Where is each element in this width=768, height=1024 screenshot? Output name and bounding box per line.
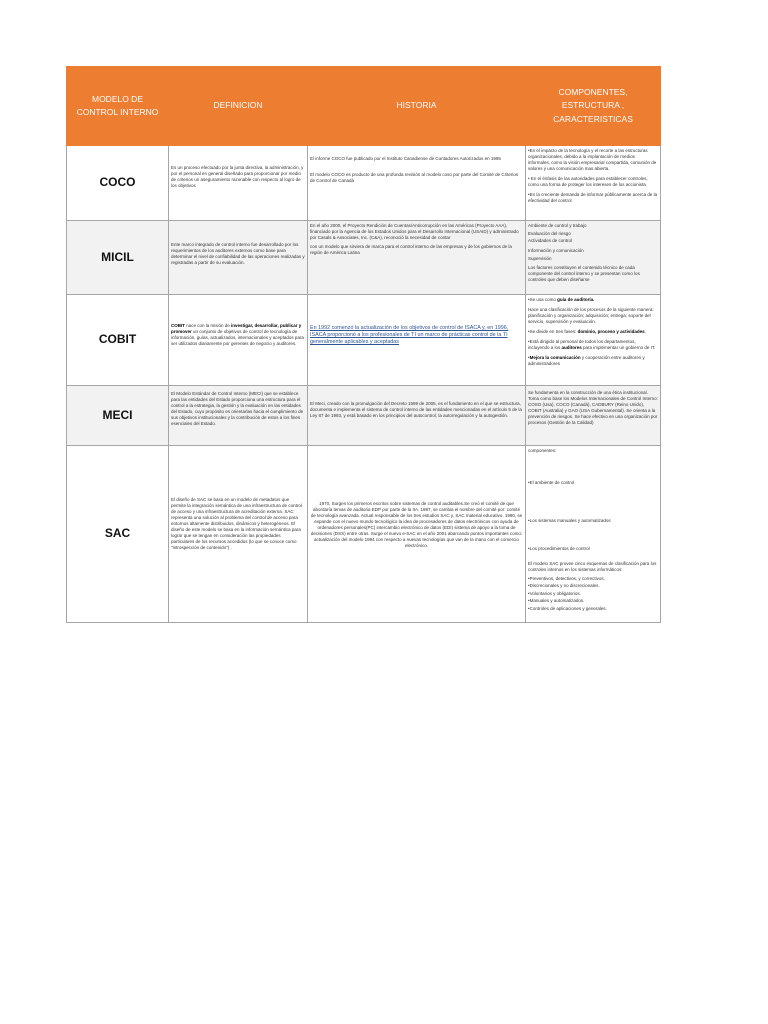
header-modelo: MODELO DE CONTROL INTERNO: [67, 67, 169, 146]
componentes-item: •Se divide en tres fases: dominio, proceso y actividades.: [528, 328, 646, 334]
componentes-item: •El ambiente de control: [528, 479, 575, 485]
componentes-item: •En el impacto de la tecnología y el recorte a las estructuras organizacionales, debido a la implantación de medios informales, como la visión empresarial compartida, comunión de valores y una comunicación mas abierta.: [528, 148, 657, 171]
model-name-cobit: COBIT: [67, 295, 169, 386]
definicion-cell-cobit: [169, 295, 308, 386]
historia-paragraph: El modelo COCO es producto de una profunda revisión al modelo coso por parte del Comité de Criterios de Control de Canadá: [310, 171, 519, 183]
table-row-cobit: [67, 295, 661, 386]
definicion-text: COBIT nace con la misión de investigar, desarrollar, publicar y promover un conjunto de objetivos de control de tecnología de información, guías, actualizados, internacionales y aceptados para ser utilizados diariamente por gerentes de negocio y auditores.: [171, 323, 304, 346]
componentes-item: componentes:: [528, 448, 557, 453]
historia-paragraph: En el año 2000, el Proyecto Rendición de Cuentas/Anticorrupción en las Américas (Proyecto AAA), financiado por la Agencia de los Estados Unidos para el Desarrollo Internacional (USAID) y administrado por Casals & Associates, Inc. (C&A), reconoció la necesidad de contar: [310, 223, 519, 240]
componentes-item: •Los procedimientos de control: [528, 545, 590, 551]
historia-cell-cobit: [308, 295, 526, 386]
historia-cell-coco: [308, 146, 526, 221]
componentes-cell-coco: [526, 146, 661, 221]
table-row-sac: [67, 446, 661, 623]
historia-cell-sac: [308, 446, 526, 623]
table-row-meci: [67, 386, 661, 446]
definicion-text: Es un proceso efectuado por la junta directiva, la administración, y por el personal en general diseñado para proporcionar por medio de criterios un aseguramiento razonable con respecto al logro de los objetivos: [171, 165, 304, 188]
componentes-cell-cobit: [526, 295, 661, 386]
componentes-item: • En el énfasis de las autoridades para establecer controles, como una forma de proteger los intereses de los accionista.: [528, 175, 648, 187]
control-models-table: [66, 66, 661, 623]
componentes-item: Hace una clasificación de los procesos de la siguiente manera: planificación y organización; adquisición; entrega; soporte del servicio, supervisión y evaluación.: [528, 306, 654, 324]
definicion-cell-coco: [169, 146, 308, 221]
model-name-meci: MECI: [67, 386, 169, 446]
componentes-item: Ambiente de control y trabajo: [528, 223, 587, 228]
definicion-cell-sac: [169, 446, 308, 623]
componentes-item: •Mejora la comunicación y cooperación entre auditores y administradores: [528, 354, 645, 366]
componentes-item: •Está dirigido al personal de todos los departamentos, incluyendo a los auditores para implementar un gobierno de IT.: [528, 338, 656, 350]
model-name-sac: SAC: [67, 446, 169, 623]
componentes-item: Se fundamenta en la construcción de una ética institucional. Toma como base los Modelos Internacionales de Control Interno: COSO (Usa), COCO (Canadá), CADBURY (Reino Unido), COBIT (Australia) y GAO (USA Gubernamental). Se orienta a la prevención de riesgos. Se hace efectivo en una organización por procesos (Gestión de la Calidad): [528, 390, 658, 425]
historia-paragraph: El Meci, creado con la promulgación del Decreto 1599 de 2005, es el fundamento en el que se estructura, documenta e implementa el sistema de control interno de las entidades mencionadas en el artículo 5 de la Ley 87 de 1993, y está basado en los principios del autocontrol, la autorregulación y la autogestión.: [310, 401, 522, 418]
historia-cell-meci: [308, 386, 526, 446]
historia-paragraph: El informe COCO fue publicado por el Instituto Canadiense de Contadores Autorizados en 1995: [310, 156, 501, 161]
componentes-item: Actividades de control: [528, 238, 573, 244]
header-definicion: DEFINICION: [169, 67, 308, 146]
componentes-item: •Se usa como guía de auditoría.: [528, 297, 595, 302]
header-componentes: COMPONENTES, ESTRUCTURA , CARACTERISTICAS: [526, 67, 661, 146]
componentes-item: El modelo SAC provee cinco esquemas de clasificación para los controles internos en los sistemas informáticos:: [528, 560, 657, 572]
componentes-cell-sac: [526, 446, 661, 623]
componentes-cell-micil: [526, 221, 661, 295]
definicion-cell-meci: [169, 386, 308, 446]
componentes-item: •Discrecionales y no discrecionales.: [528, 583, 600, 589]
definicion-cell-micil: [169, 221, 308, 295]
header-historia: HISTORIA: [308, 67, 526, 146]
historia-cell-micil: [308, 221, 526, 295]
table-row-micil: [67, 221, 661, 295]
table-row-coco: [67, 146, 661, 221]
componentes-item: Información y comunicación: [528, 248, 584, 253]
definicion-text: El Modelo Estándar de Control Interno (MECI) que se establece para las entidades del Estado proporciona una estructura para el control a la estrategia, la gestión y la evaluación en las entidades del Estado, cuyo propósito es orientarlas hacia el cumplimiento de sus objetivos institucionales y la contribución de estos a los fines esenciales del Estado.: [171, 391, 304, 426]
definicion-text: Ente marco integrado de control interno fue desarrollado por los requerimientos de los auditores externos como base para determinar el nivel de confiabilidad de las operaciones realizadas y registradas a partir de su evaluación.: [171, 242, 305, 265]
componentes-item: Supervisión: [528, 255, 552, 261]
componentes-item: •Manuales y automatizados.: [528, 598, 585, 604]
definicion-text: El diseño de SAC se basa en un modelo de metadatos que permite la integración semántica de una infraestructura de control de acceso y una infraestructura de acreditación externa. SAC representa una solución al problema del control de acceso para entornos altamente distribuidos, dinámicos y heterogéneos. El diseño de este modelo se basa en la información semántica para lograr que se tengan en consideración las propiedades particulares de los recursos accedidos (lo que se conoce como "introspección de contenido") .: [171, 497, 302, 550]
historia-paragraph: con un modelo que sirviera de marca para el control interno de las empresas y de los gobiernos de la región de América Latina: [310, 243, 512, 255]
componentes-item: Evaluación del riesgo: [528, 230, 571, 236]
historia-link[interactable]: En 1992 comenzó la actualización de los objetivos de control de ISACA y, en 1996, ISACA proporcionó a los profesionales de TI un marco de prácticas control de la TI generalmente aplicables y aceptadas: [310, 325, 509, 346]
model-name-micil: MICIL: [67, 221, 169, 295]
componentes-item: •En la creciente demanda de informar públicamente acerca de la efectividad del control.: [528, 191, 658, 203]
header-row: [67, 67, 661, 146]
componentes-item: •Preventivos, detectivos, y correctivos.: [528, 575, 605, 581]
historia-paragraph: 1970, Surgen los primeros escritos sobre sistemas de control auditables.Se creó el comité de que abordaría temas de auditoria EDP por parte de la IIA. 1987, se cambia el nombre del comité por: comité de tecnología avanzada. Actual responsable de los tres estudios SAC y, SAC material educativo. 1980, se expande con el nuevo mundo tecnológico la idea de procesadores de datos electrónicos con ayuda de ordenadores personales(PC) intercambio electrónico de datos (EDI) sistema de apoyo a la toma de decisiones (DSS) entre otras. Surge el nuevo e-SAC en el año 2001 abarcando puntos importantes como: actualización del modelo 1994 con respecto a nuevas tecnologías que van de la mano con el comercio electrónico.: [310, 501, 523, 548]
componentes-item: •Voluntarios y obligatorios.: [528, 590, 581, 596]
model-name-coco: COCO: [67, 146, 169, 221]
componentes-item: •Los sistemas manuales y automatizados: [528, 517, 611, 523]
componentes-cell-meci: [526, 386, 661, 446]
componentes-item: Los factores constituyen el contenido técnico de cada componente del control interno y se presentan como los controles que deben diseñarse: [528, 265, 640, 283]
componentes-item: •Controles de aplicaciones y generales.: [528, 605, 607, 611]
